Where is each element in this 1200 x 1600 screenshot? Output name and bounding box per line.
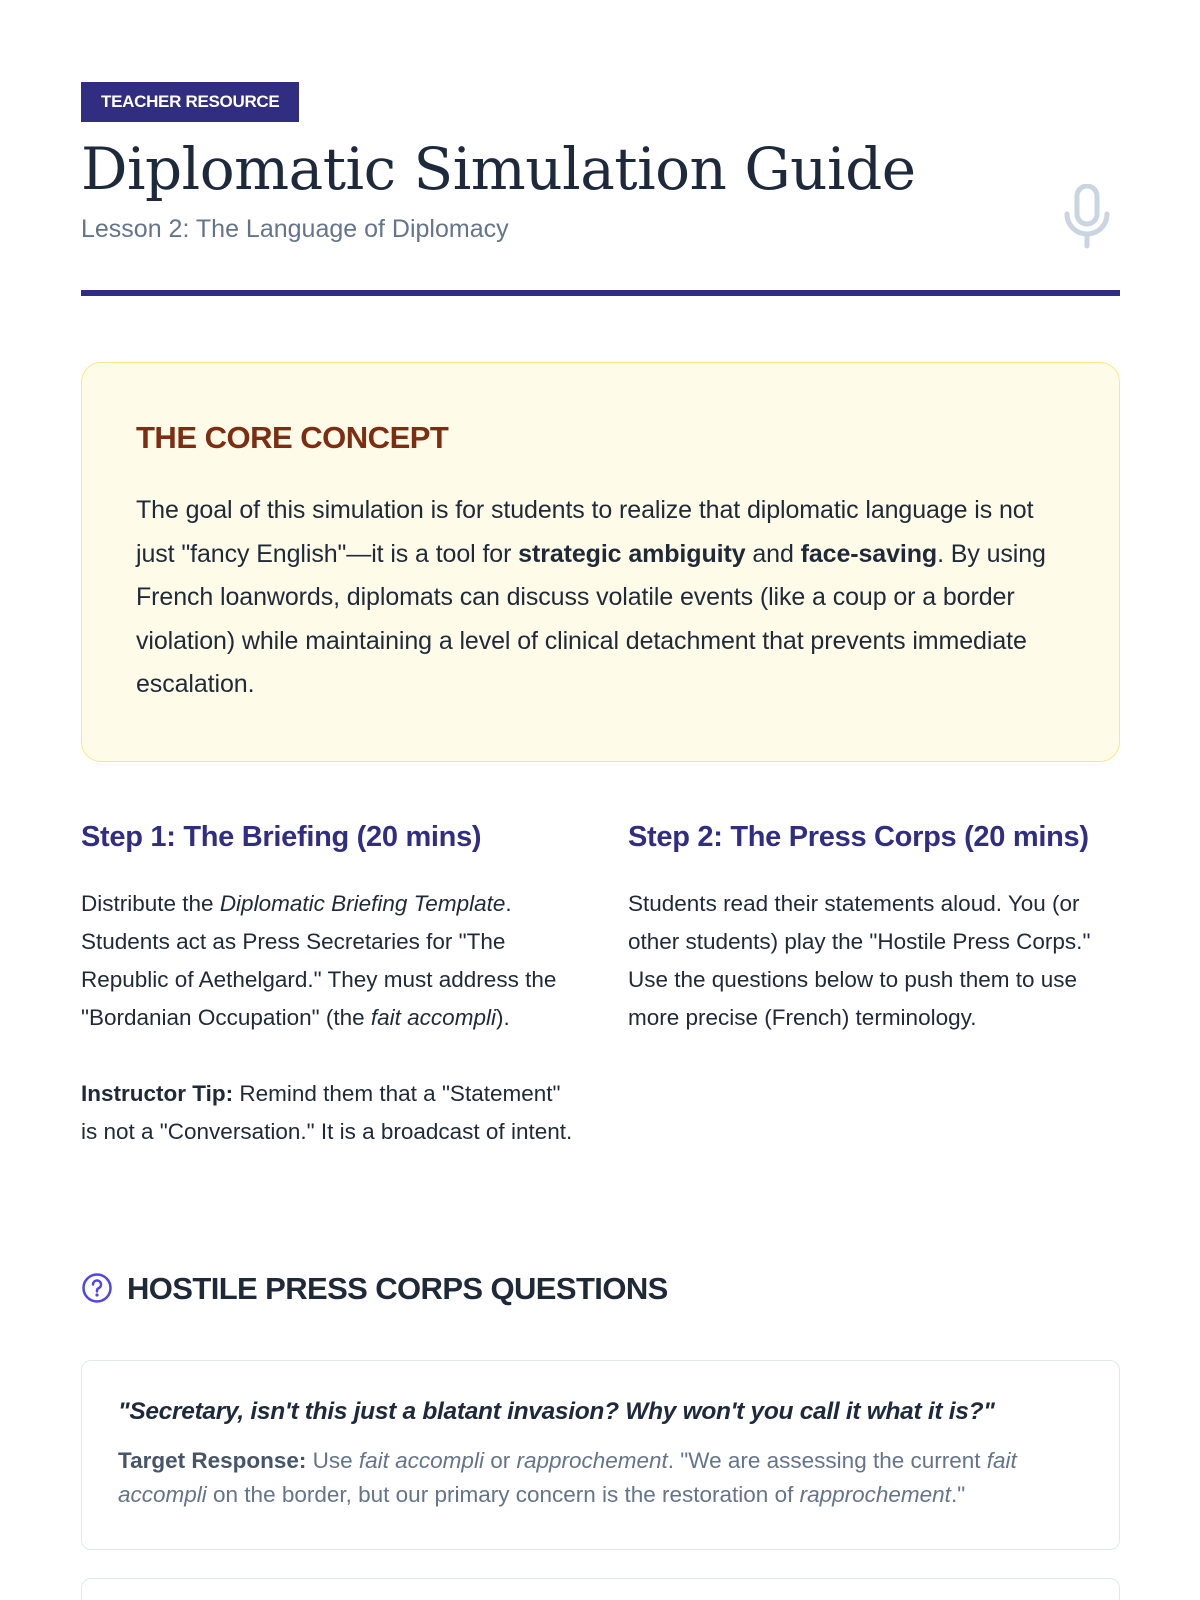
- instructor-tip: Instructor Tip: Remind them that a "Statement" is not a "Conversation." It is a broadcast of intent.: [81, 1080, 573, 1144]
- step-2-section: [628, 820, 1123, 1037]
- step-2-heading: Step 2: The Press Corps (20 mins): [628, 821, 1089, 853]
- step-1-instructions: Distribute the Diplomatic Briefing Template. Students act as Press Secretaries for "The Republic of Aethelgard." They must address the "Bordanian Occupation" (the fait accompli).: [81, 890, 557, 1030]
- question-card: [81, 1360, 1120, 1550]
- teacher-resource-badge: TEACHER RESOURCE: [81, 82, 299, 122]
- lesson-subtitle: Lesson 2: The Language of Diplomacy: [81, 215, 509, 243]
- core-concept-text: The goal of this simulation is for students to realize that diplomatic language is not just "fancy English"—it is a tool for strategic ambiguity and face-saving. By using French loanwords, diplomats can discuss volatile events (like a coup or a border violation) while maintaining a level of clinical detachment that prevents immediate escalation.: [136, 496, 1046, 699]
- target-response: Target Response: Use fait accompli or rapprochement. "We are assessing the current fait accompli on the border, but our primary concern is the restoration of rapprochement.": [118, 1448, 1017, 1508]
- question-card-partial: [81, 1578, 1120, 1600]
- core-concept-heading: THE CORE CONCEPT: [136, 420, 449, 455]
- question-text: "Secretary, isn't this just a blatant invasion? Why won't you call it what it is?": [118, 1398, 995, 1425]
- questions-header: [81, 1272, 668, 1304]
- step-1-section: [81, 820, 576, 1151]
- header-divider: [81, 290, 1120, 296]
- step-1-heading: Step 1: The Briefing (20 mins): [81, 821, 482, 853]
- questions-heading: HOSTILE PRESS CORPS QUESTIONS: [127, 1270, 668, 1306]
- microphone-icon[interactable]: [1062, 184, 1112, 250]
- core-concept-box: [81, 362, 1120, 762]
- question-circle-icon: [81, 1272, 113, 1304]
- step-2-instructions: Students read their statements aloud. You (or other students) play the "Hostile Press Corps." Use the questions below to push them to use more precise (French) terminology.: [628, 890, 1091, 1030]
- teacher-guide-page: [81, 82, 1120, 1508]
- page-title: Diplomatic Simulation Guide: [81, 135, 916, 203]
